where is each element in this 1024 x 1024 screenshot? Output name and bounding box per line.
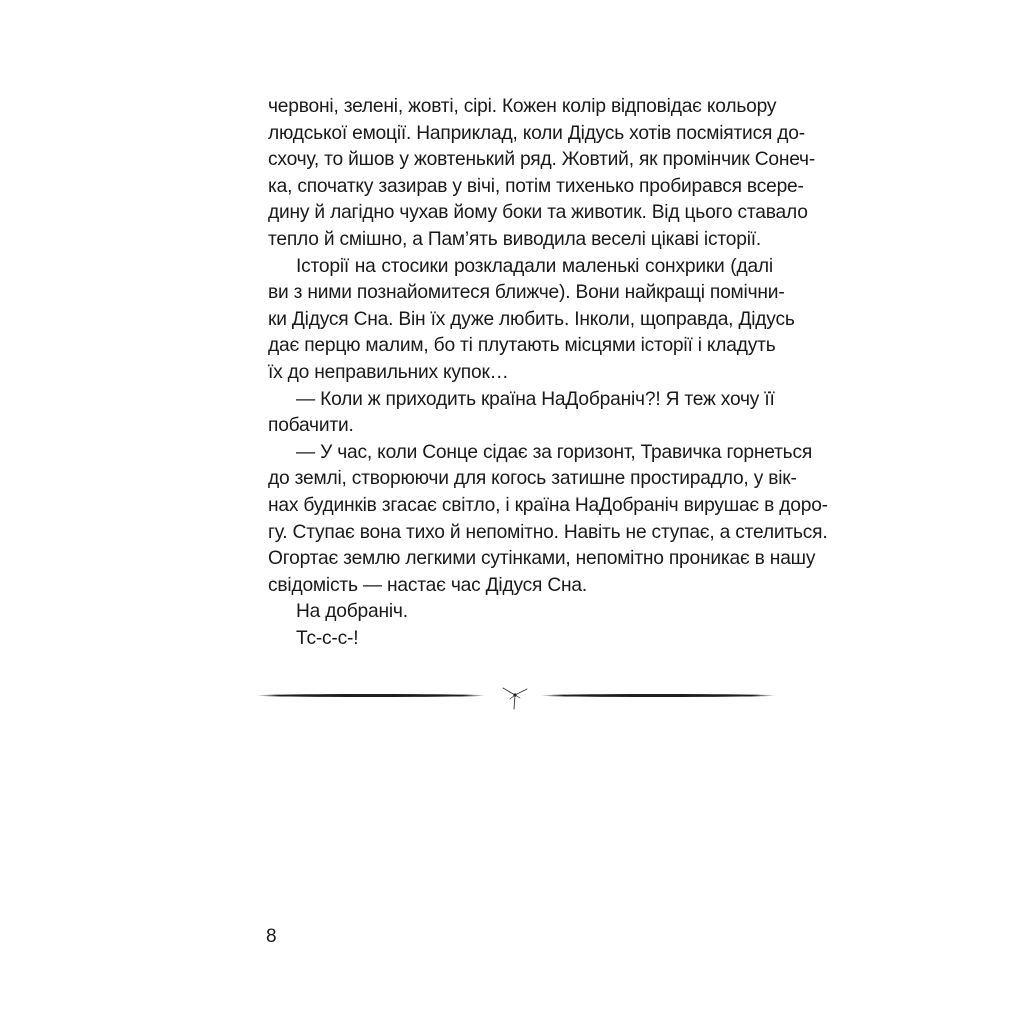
text-line: Тс-с-с-! [296,627,359,649]
dialogue-line: нах будинків згасає світло, і країна НаДобраніч вирушає в доро- [268,494,828,516]
dialogue-line: гу. Ступає вона тихо й непомітно. Навіть не ступає, а стелиться. [268,521,828,543]
divider-rule-left [256,694,486,697]
dialogue-line: — Коли ж приходить країна НаДобраніч?! Я теж хочу її [296,388,775,410]
divider-rule-right [540,694,776,697]
dialogue-line: до землі, створюючи для когось затишне простирадло, у вік- [268,468,797,490]
body-text [268,94,828,652]
dialogue-line: — У час, коли Сонце сідає за горизонт, Травичка горнеться [296,441,813,463]
text-line: дину й лагідно чухав йому боки та животик. Від цього ставало [268,202,808,224]
text-line: Історії на стосики розкладали маленькі сонхрики (далі [296,255,773,277]
page-number: 8 [266,926,277,947]
text-line: червоні, зелені, жовті, сірі. Кожен колір відповідає кольору [268,96,777,117]
text-line: їх до неправильних купок… [268,361,509,383]
text-line: ви з ними познайомитеся ближче). Вони найкращі помічни- [268,282,785,304]
dialogue-line: Огортає землю легкими сутінками, непомітно проникає в нашу [268,548,816,570]
text-line: ка, спочатку зазирав у вічі, потім тихенько пробирався всере- [268,175,804,197]
dialogue-line: свідомість — настає час Дідуся Сна. [268,574,588,596]
dialogue-line: побачити. [268,415,354,437]
text-line: ки Дідуся Сна. Він їх дуже любить. Інколи, щоправда, Дідусь [268,308,795,330]
text-line: схочу, то йшов у жовтенький ряд. Жовтий, як промінчик Сонеч- [268,149,816,171]
section-divider [256,682,778,710]
sparkle-star-icon [500,682,530,712]
text-line: людської емоції. Наприклад, коли Дідусь хотів посміятися до- [268,122,805,144]
text-line: тепло й смішно, а Пам’ять виводила веселі цікаві історії. [268,228,762,250]
text-line: На добраніч. [296,601,408,623]
text-line: дає перцю малим, бо ті плутають місцями історії і кладуть [268,335,776,357]
